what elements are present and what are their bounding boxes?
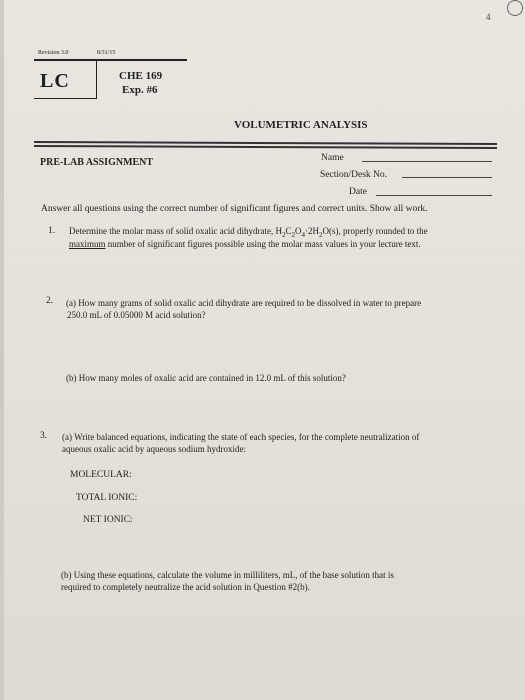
instructions-text: Answer all questions using the correct number of significant figures and correct units. Show all work. bbox=[41, 204, 428, 214]
date-field[interactable] bbox=[376, 195, 492, 196]
question-3-number: 3. bbox=[40, 431, 48, 441]
question-3a-line-1: (a) Write balanced equations, indicating the state of each species, for the complete neutralization of bbox=[62, 432, 420, 442]
question-2a-line-1: (a) How many grams of solid oxalic acid dihydrate are required to be dissolved in water to prepare bbox=[66, 298, 422, 308]
title-rule-top bbox=[34, 141, 497, 145]
revision-date: 8/31/15 bbox=[97, 50, 116, 56]
page-number: 4 bbox=[486, 12, 491, 22]
question-3b-line-2: required to completely neutralize the acid solution in Question #2(b). bbox=[61, 582, 310, 592]
section-title: PRE-LAB ASSIGNMENT bbox=[40, 157, 154, 168]
title-rule-bottom bbox=[34, 145, 497, 149]
section-desk-field[interactable] bbox=[402, 177, 492, 178]
date-label: Date bbox=[349, 187, 367, 197]
maximum-underlined: maximum bbox=[69, 239, 106, 249]
question-1-line-2-rest: number of significant figures possible using the molar mass values in your lecture text. bbox=[105, 239, 421, 249]
page-title: VOLUMETRIC ANALYSIS bbox=[234, 119, 368, 131]
name-field[interactable] bbox=[362, 161, 492, 162]
molecular-label: MOLECULAR: bbox=[70, 470, 132, 480]
oxalic-acid-formula: $H_2C_2O_4\cdot 2H_2O(s)$ bbox=[275, 226, 339, 239]
worksheet-page bbox=[4, 0, 525, 700]
section-desk-label: Section/Desk No. bbox=[320, 170, 388, 180]
question-1-line-2 bbox=[69, 239, 421, 249]
question-1-number: 1. bbox=[48, 226, 56, 236]
question-2-number: 2. bbox=[46, 296, 54, 306]
question-2a-line-2: 250.0 mL of 0.05000 M acid solution? bbox=[67, 310, 206, 320]
total-ionic-label: TOTAL IONIC: bbox=[76, 493, 138, 503]
question-3b-line-1: (b) Using these equations, calculate the volume in milliliters, mL, of the base solution that is bbox=[61, 570, 394, 580]
question-2b-line-1: (b) How many moles of oxalic acid are contained in 12.0 mL of this solution? bbox=[66, 373, 346, 383]
question-1-line-1: Determine the molar mass of solid oxalic acid dihydrate, $H_2C_2O_4\cdot 2H_2O(s)$, properly rounded to the bbox=[69, 226, 428, 239]
question-3a-line-2: aqueous oxalic acid by aqueous sodium hydroxide: bbox=[62, 444, 246, 454]
ring-mark-icon bbox=[507, 0, 523, 16]
revision-label: Revision 3.0 bbox=[38, 50, 69, 56]
net-ionic-label: NET IONIC: bbox=[83, 515, 133, 525]
question-1-line-1-end: , properly rounded to the bbox=[338, 226, 428, 236]
experiment-number: Exp. #6 bbox=[122, 84, 158, 96]
college-logo: LC bbox=[40, 70, 70, 92]
course-code: CHE 169 bbox=[119, 70, 163, 82]
name-label: Name bbox=[321, 153, 344, 163]
